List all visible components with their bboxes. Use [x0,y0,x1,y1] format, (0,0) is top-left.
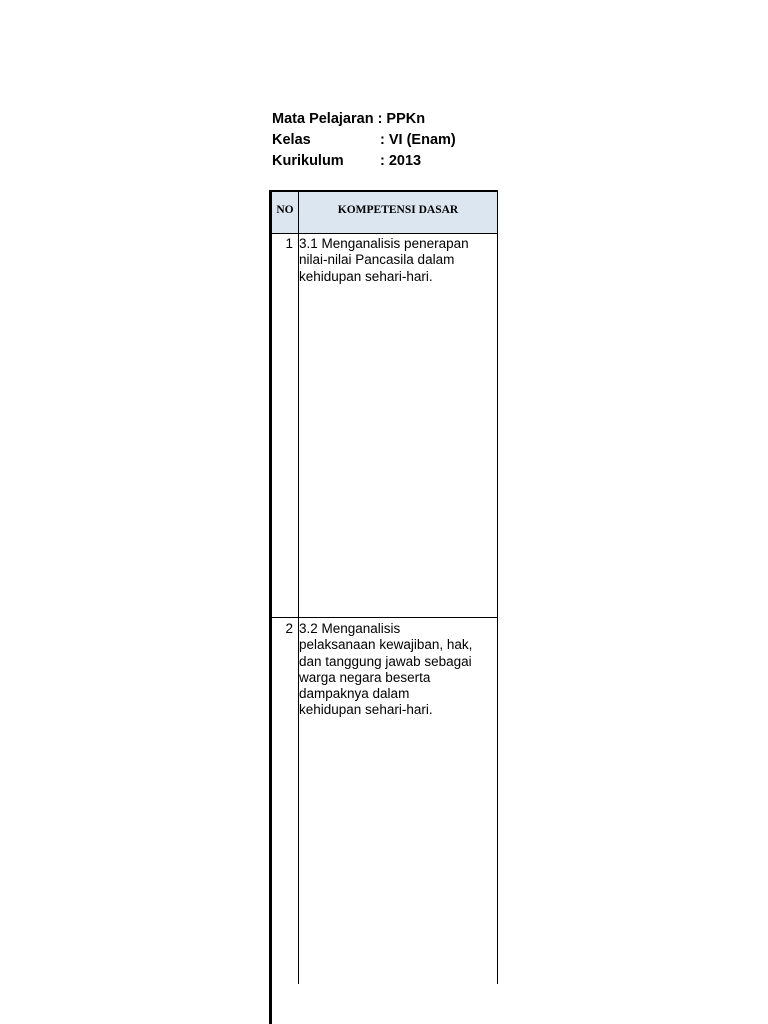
column-header-kompetensi-dasar: KOMPETENSI DASAR [337,204,459,216]
competency-table [269,190,498,1024]
column-divider [298,192,299,984]
row-1-competency: 3.1 Menganalisis penerapan nilai-nilai Pancasila dalam kehidupan sehari-hari. [299,236,469,284]
row-1-number: 1 [285,236,293,251]
table-left-border [269,190,272,1024]
subject-row [272,109,456,130]
curriculum-value: : 2013 [380,153,422,169]
document-header [272,109,456,172]
class-row [272,130,456,151]
class-value: : VI (Enam) [380,132,456,148]
curriculum-row [272,151,456,172]
table-top-border [269,190,498,192]
row-separator [272,617,498,618]
table-right-border [497,192,498,984]
class-label: Kelas [272,132,311,148]
subject-value: : PPKn [377,111,426,127]
row-2-number: 2 [285,621,293,636]
curriculum-label: Kurikulum [272,153,344,169]
row-2-competency: 3.2 Menganalisis pelaksanaan kewajiban, hak, dan tanggung jawab sebagai warga negara beserta dampaknya dalam kehidupan sehari-hari. [299,621,473,718]
subject-label: Mata Pelajaran [272,111,374,127]
column-header-no: NO [276,204,294,216]
